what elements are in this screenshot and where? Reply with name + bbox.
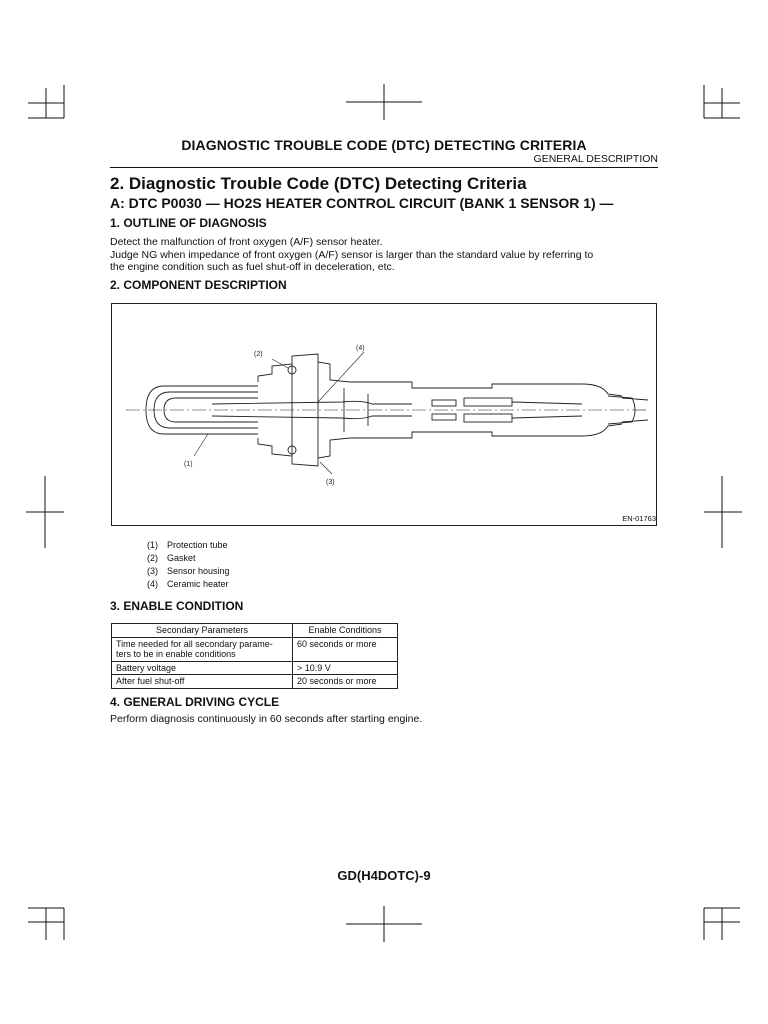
legend-item [147,539,230,552]
legend-num: (4) [147,579,158,589]
param-cell [112,637,293,661]
callout-3: (3) [326,479,335,486]
legend-item [147,565,230,578]
dtc-title: A: DTC P0030 — HO2S HEATER CONTROL CIRCUIT (BANK 1 SENSOR 1) — [110,195,614,211]
header-title: DIAGNOSTIC TROUBLE CODE (DTC) DETECTING CRITERIA [181,137,587,153]
page-number: GD(H4DOTC)-9 [337,868,431,883]
param-cell: After fuel shut-off [112,675,293,689]
legend-text: Ceramic heater [167,579,229,589]
legend-num: (2) [147,553,158,563]
table-header-row [112,624,398,638]
enable-heading: 3. ENABLE CONDITION [110,599,244,613]
column-header: Secondary Parameters [112,624,293,638]
header-rule [110,167,658,168]
table-row [112,675,398,689]
legend-text: Protection tube [167,540,228,550]
component-heading: 2. COMPONENT DESCRIPTION [110,278,287,292]
driving-text: Perform diagnosis continuously in 60 seconds after starting engine. [110,713,423,725]
legend-text: Gasket [167,553,196,563]
legend-item [147,578,230,591]
figure-legend [147,539,230,591]
sensor-figure [111,303,657,526]
driving-heading: 4. GENERAL DRIVING CYCLE [110,695,280,709]
outline-heading: 1. OUTLINE OF DIAGNOSIS [110,216,267,230]
legend-item [147,552,230,565]
outline-line: Detect the malfunction of front oxygen (A/F) sensor heater. [110,236,383,248]
legend-num: (3) [147,566,158,576]
enable-conditions-table [111,623,398,689]
callout-2: (2) [254,351,263,358]
value-cell: 20 seconds or more [293,675,398,689]
param-cell: Battery voltage [112,661,293,675]
header-subtitle: GENERAL DESCRIPTION [533,153,658,165]
table-row [112,661,398,675]
value-cell: 60 seconds or more [293,637,398,661]
param-line: Time needed for all secondary parame- [116,638,273,649]
callout-1: (1) [184,461,193,468]
value-cell: > 10.9 V [293,661,398,675]
table-row [112,637,398,661]
figure-code: EN-01763 [622,514,656,523]
oxygen-sensor-diagram [112,304,656,525]
legend-text: Sensor housing [167,566,230,576]
param-line: ters to be in enable conditions [116,649,236,659]
legend-num: (1) [147,540,158,550]
outline-line: Judge NG when impedance of front oxygen (A/F) sensor is larger than the standard value by referring to [110,248,594,261]
column-header: Enable Conditions [293,624,398,638]
outline-text [110,236,658,274]
outline-line: the engine condition such as fuel shut-off in deceleration, etc. [110,261,395,273]
section-title: 2. Diagnostic Trouble Code (DTC) Detecting Criteria [110,174,527,193]
callout-4: (4) [356,345,365,352]
